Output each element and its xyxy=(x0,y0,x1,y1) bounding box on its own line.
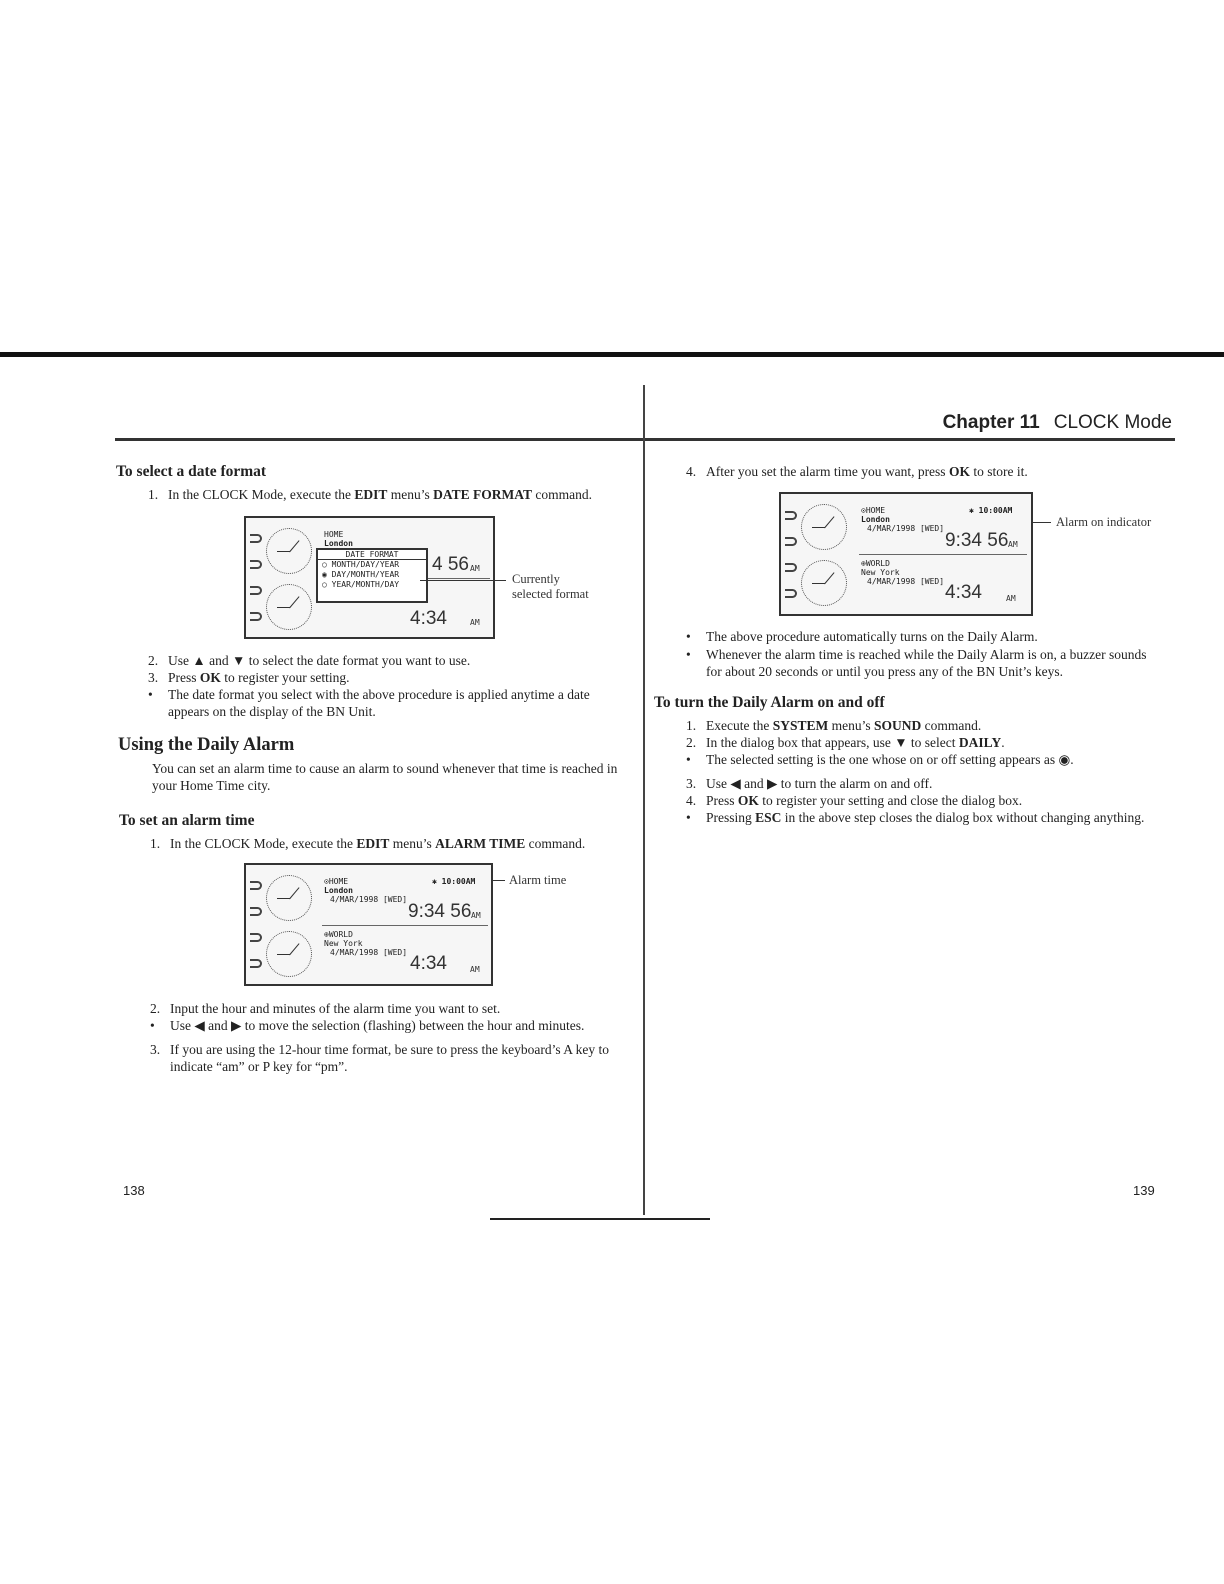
home-icon: ⊙ xyxy=(324,877,329,886)
world-time: 4:34 xyxy=(410,608,447,629)
world-city: New York xyxy=(861,568,900,577)
alarm-time-screen xyxy=(244,863,493,986)
world-time: 4:34 xyxy=(410,953,447,974)
world-date: 4/MAR/1998 [WED] xyxy=(867,577,945,586)
world-label: ⊕WORLD xyxy=(324,930,353,939)
home-city: London xyxy=(324,539,353,548)
set-alarm-bullet: • Use ◀ and ▶ to move the selection (flashing) between the hour and minutes. xyxy=(150,1018,585,1033)
binder-rings xyxy=(250,526,264,629)
radio-off-icon: ○ xyxy=(322,560,327,569)
date-format-step2: 2. Use ▲ and ▼ to select the date format you want to use. xyxy=(148,653,471,668)
alarm-on-screen xyxy=(779,492,1033,616)
world-city: New York xyxy=(324,939,363,948)
alarm-on-indicator: ✱ 10:00AM xyxy=(969,506,1013,515)
chapter-header xyxy=(943,412,1172,434)
right-header-rule xyxy=(645,438,1175,441)
alarm-bell-icon: ✱ xyxy=(432,877,442,886)
alarm-time-value[interactable]: ✱ 10:00AM xyxy=(432,877,476,886)
top-rule xyxy=(0,352,1224,357)
home-ampm: AM xyxy=(1008,540,1018,549)
option-day-month-year[interactable]: ◉ DAY/MONTH/YEAR xyxy=(322,570,400,579)
right-bullet2: • Whenever the alarm time is reached while the Daily Alarm is on, a buzzer sounds for about 20 seconds or until you press any of the BN Unit’s keys. xyxy=(686,647,1147,679)
home-date: 4/MAR/1998 [WED] xyxy=(867,524,945,533)
date-format-step3: 3. Press OK to register your setting. xyxy=(148,670,350,685)
analog-clock-icon xyxy=(266,931,312,977)
left-header-rule xyxy=(115,438,643,441)
set-alarm-heading: To set an alarm time xyxy=(119,812,255,829)
turn-alarm-step1: 1. Execute the SYSTEM menu’s SOUND command. xyxy=(686,718,982,733)
set-alarm-step3: 3. If you are using the 12-hour time format, be sure to press the keyboard’s A key to indicate “am” or P key for “pm”. xyxy=(150,1042,610,1074)
world-label: ⊕WORLD xyxy=(861,559,890,568)
right-bullet1: • The above procedure automatically turns on the Daily Alarm. xyxy=(686,629,1038,644)
right-step4: 4. After you set the alarm time you want, press OK to store it. xyxy=(686,464,1028,479)
date-format-heading: To select a date format xyxy=(116,463,267,480)
turn-alarm-step4: 4. Press OK to register your setting and close the dialog box. xyxy=(686,793,1023,808)
home-label: ⊙HOME xyxy=(324,877,349,886)
page-number-right: 139 xyxy=(1133,1183,1155,1198)
globe-icon: ⊕ xyxy=(324,930,329,939)
world-ampm: AM xyxy=(1006,594,1016,603)
set-alarm-step2: 2. Input the hour and minutes of the alarm time you want to set. xyxy=(150,1001,501,1016)
radio-on-icon: ◉ xyxy=(322,570,327,579)
daily-alarm-heading: Using the Daily Alarm xyxy=(118,735,295,755)
binder-rings xyxy=(785,502,799,606)
turn-alarm-bullet2: • Pressing ESC in the above step closes the dialog box without changing anything. xyxy=(686,810,1145,825)
option-month-day-year[interactable]: ○ MONTH/DAY/YEAR xyxy=(322,560,400,569)
turn-alarm-step2: 2. In the dialog box that appears, use ▼ to select DAILY. xyxy=(686,735,1005,750)
turn-alarm-heading: To turn the Daily Alarm on and off xyxy=(654,694,885,711)
spine-bottom-rule xyxy=(490,1218,710,1220)
analog-clock-icon xyxy=(266,528,312,574)
radio-off-icon: ○ xyxy=(322,580,327,589)
chapter-number: Chapter 11 xyxy=(942,412,1040,433)
analog-clock-icon xyxy=(266,875,312,921)
home-city: London xyxy=(324,886,353,895)
turn-alarm-step3: 3. Use ◀ and ▶ to turn the alarm on and off. xyxy=(686,776,933,791)
chapter-title: CLOCK Mode xyxy=(1053,412,1172,433)
daily-alarm-intro: You can set an alarm time to cause an alarm to sound whenever that time is reached in your Home Time city. xyxy=(152,761,618,793)
world-ampm: AM xyxy=(470,965,480,974)
date-format-bullet: • The date format you select with the above procedure is applied anytime a date appears on the display of the BN Unit. xyxy=(148,687,590,719)
home-ampm: AM xyxy=(471,911,481,920)
alarm-on-callout: Alarm on indicator xyxy=(1056,515,1152,529)
analog-clock-icon xyxy=(801,504,847,550)
globe-icon: ⊕ xyxy=(861,559,866,568)
dialog-title: DATE FORMAT xyxy=(318,550,426,560)
home-icon: ⊙ xyxy=(861,506,866,515)
option-year-month-day[interactable]: ○ YEAR/MONTH/DAY xyxy=(322,580,400,589)
alarm-time-callout: Alarm time xyxy=(509,873,567,887)
home-ampm: AM xyxy=(470,564,480,573)
world-date: 4/MAR/1998 [WED] xyxy=(330,948,408,957)
home-time: 4 56 xyxy=(432,554,469,575)
home-label: HOME xyxy=(324,530,344,539)
selected-format-callout: Currently selected format xyxy=(512,572,589,601)
book-spine xyxy=(643,385,645,1215)
binder-rings xyxy=(250,873,264,976)
home-time: 9:34 56 xyxy=(408,901,472,922)
set-alarm-step1: 1. In the CLOCK Mode, execute the EDIT menu’s ALARM TIME command. xyxy=(150,836,586,851)
home-city: London xyxy=(861,515,890,524)
home-label: ⊙HOME xyxy=(861,506,886,515)
date-format-step1: 1. In the CLOCK Mode, execute the EDIT menu’s DATE FORMAT command. xyxy=(148,487,592,502)
page-number-left: 138 xyxy=(123,1183,145,1198)
home-date: 4/MAR/1998 [WED] xyxy=(330,895,408,904)
date-format-dialog[interactable] xyxy=(316,548,428,603)
date-format-screen xyxy=(244,516,495,639)
home-time: 9:34 56 xyxy=(945,530,1009,551)
analog-clock-icon xyxy=(801,560,847,606)
world-ampm: AM xyxy=(470,618,480,627)
world-time: 4:34 xyxy=(945,582,982,603)
alarm-bell-icon: ✱ xyxy=(969,506,979,515)
turn-alarm-bullet1: • The selected setting is the one whose on or off setting appears as ◉. xyxy=(686,752,1074,767)
analog-clock-icon xyxy=(266,584,312,630)
